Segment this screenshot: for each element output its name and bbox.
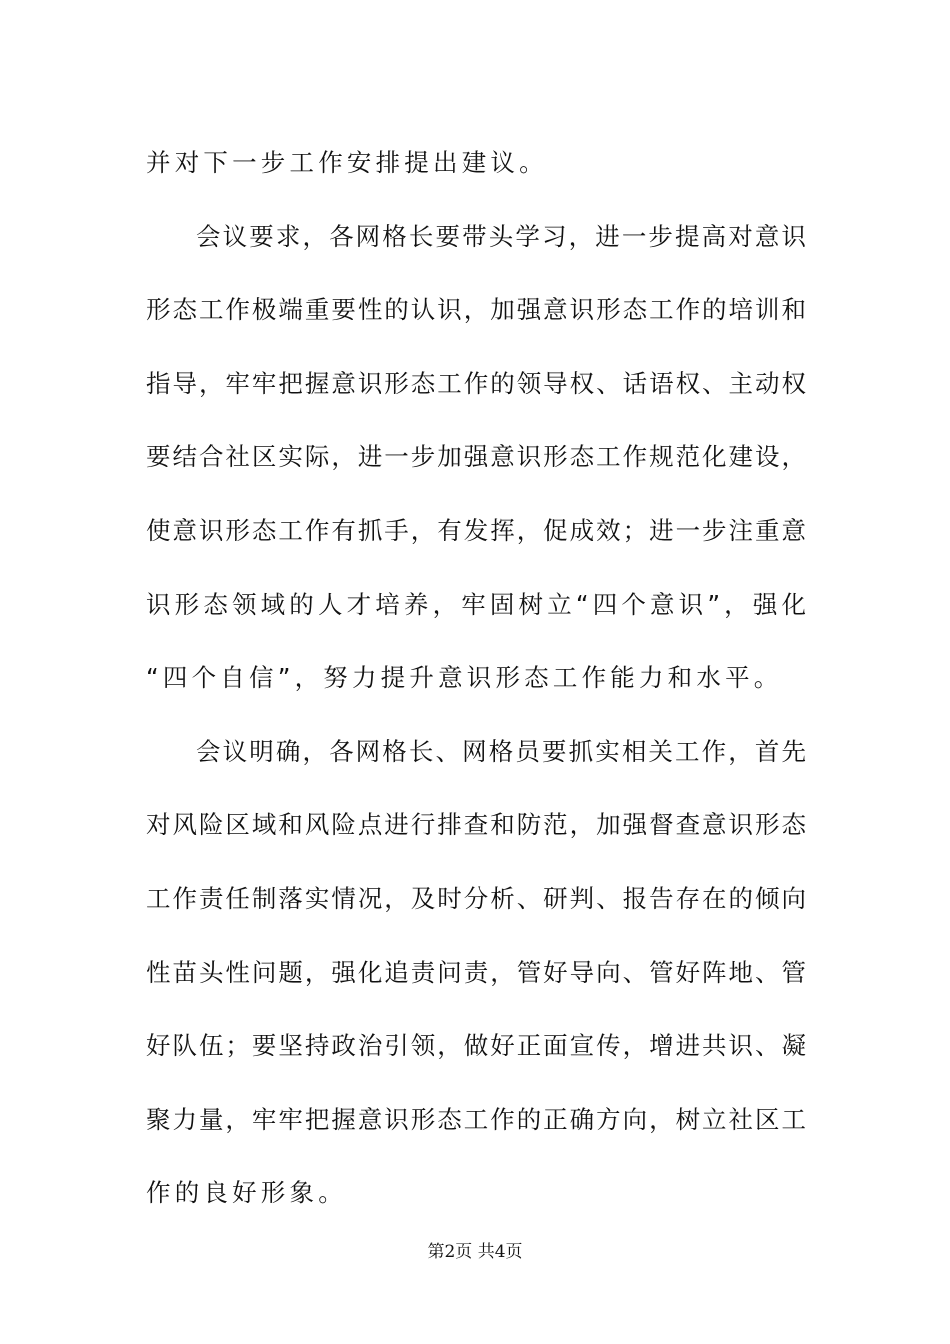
body-text	[146, 126, 806, 1230]
text-line: 好队伍；要坚持政治引领，做好正面宣传，增进共识、凝	[146, 1031, 806, 1061]
text-line: 会议要求，各网格长要带头学习，进一步提高对意识	[196, 221, 806, 251]
text-line: 识形态领域的人才培养，牢固树立“四个意识”，强化	[146, 589, 806, 619]
text-line: 形态工作极端重要性的认识，加强意识形态工作的培训和	[146, 295, 806, 325]
text-line: 并对下一步工作安排提出建议。	[146, 148, 548, 177]
text-line: 工作责任制落实情况，及时分析、研判、报告存在的倾向	[146, 883, 806, 913]
page-number-footer: 第2页 共4页	[427, 1242, 523, 1262]
text-line: 聚力量，牢牢把握意识形态工作的正确方向，树立社区工	[146, 1104, 806, 1134]
text-line: 性苗头性问题，强化追责问责，管好导向、管好阵地、管	[146, 957, 806, 987]
text-line: “四个自信”，努力提升意识形态工作能力和水平。	[146, 663, 783, 693]
text-line: 使意识形态工作有抓手，有发挥，促成效；进一步注重意	[146, 515, 806, 545]
text-line: 作的良好形象。	[146, 1178, 347, 1208]
text-line: 对风险区域和风险点进行排查和防范，加强督查意识形态	[146, 810, 806, 840]
text-line: 指导，牢牢把握意识形态工作的领导权、话语权、主动权	[146, 368, 806, 398]
text-line: 要结合社区实际，进一步加强意识形态工作规范化建设，	[146, 442, 806, 472]
text-line: 会议明确，各网格长、网格员要抓实相关工作，首先	[196, 736, 806, 766]
